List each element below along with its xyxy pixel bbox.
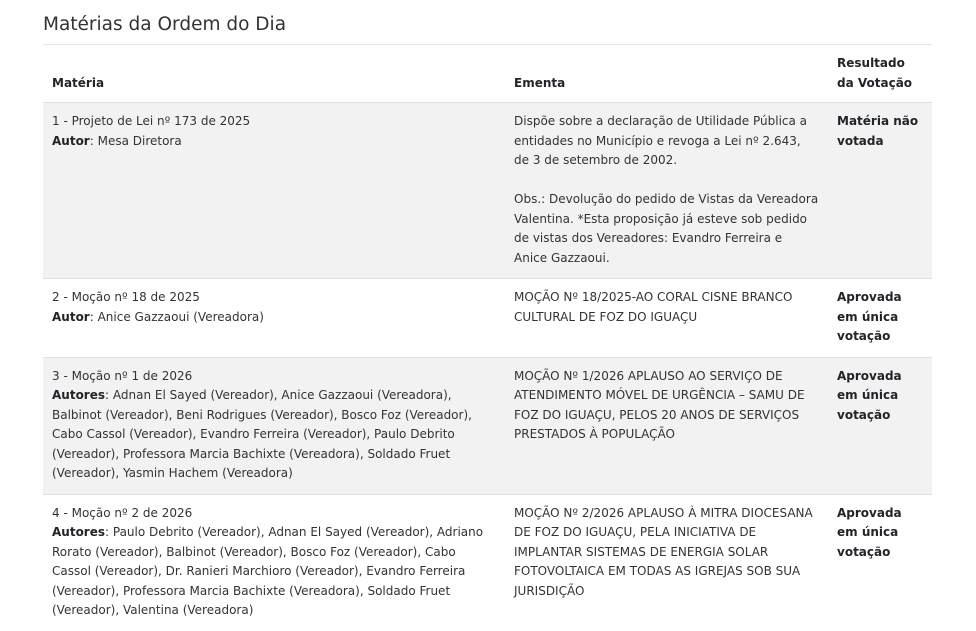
resultado-cell: Matéria não votada [828, 103, 932, 279]
author-label: Autores [52, 525, 106, 539]
ementa-text: MOÇÃO Nº 18/2025-AO CORAL CISNE BRANCO CULTURAL DE FOZ DO IGUAÇU [514, 290, 793, 324]
author-label: Autores [52, 388, 106, 402]
header-ementa: Ementa [505, 46, 828, 103]
materia-cell [43, 103, 505, 279]
author-label: Autor [52, 133, 90, 148]
author-names: : Adnan El Sayed (Vereador), Anice Gazzaoui (Vereadora), Balbinot (Vereador), Beni Rodrigues (Vereador), Bosco Foz (Vereador), Cabo Cassol (Vereador), Evandro Ferreira (Vereador), Paulo Debrito (Vereador), Professora Marcia Bachixte (Vereadora), Soldado Fruet (Vereador), Yasmin Hachem (Vereadora) [52, 388, 472, 480]
ementa-text: MOÇÃO Nº 1/2026 APLAUSO AO SERVIÇO DE ATENDIMENTO MÓVEL DE URGÊNCIA – SAMU DE FOZ DO IGUAÇU, PELOS 20 ANOS DE SERVIÇOS PRESTADOS À POPULAÇÃO [514, 368, 805, 441]
materia-title: 2 - Moção nº 18 de 2025 [52, 290, 200, 304]
materia-authors [52, 132, 496, 152]
title-divider [43, 44, 932, 45]
materia-cell [43, 279, 505, 358]
ementa-cell [505, 494, 828, 631]
author-names: : Paulo Debrito (Vereador), Adnan El Sayed (Vereador), Adriano Rorato (Vereador), Balbinot (Vereador), Bosco Foz (Vereador), Cabo Cassol (Vereador), Dr. Ranieri Marchioro (Vereador), Evandro Ferreira (Vereador), Professora Marcia Bachixte (Vereadora), Soldado Fruet (Vereador), Valentina (Vereadora) [52, 525, 484, 617]
agenda-table [43, 46, 932, 631]
table-row [43, 357, 932, 494]
ementa-cell [505, 357, 828, 494]
author-names: : Anice Gazzaoui (Vereadora) [89, 309, 264, 324]
resultado-cell: Aprovada em única votação [828, 357, 932, 494]
materia-title: 4 - Moção nº 2 de 2026 [52, 505, 193, 520]
header-resultado: Resultado da Votação [828, 46, 932, 103]
author-names: : Mesa Diretora [89, 133, 182, 148]
ementa-text: MOÇÃO Nº 2/2026 APLAUSO À MITRA DIOCESANA DE FOZ DO IGUAÇU, PELA INICIATIVA DE IMPLANTAR SISTEMAS DE ENERGIA SOLAR FOTOVOLTAICA EM TODAS AS IGREJAS SOB SUA JURISDIÇÃO [514, 505, 813, 598]
table-row [43, 279, 932, 358]
author-label: Autor [52, 309, 90, 324]
page-title: Matérias da Ordem do Dia [43, 14, 287, 35]
materia-authors [52, 523, 496, 621]
materia-cell [43, 357, 505, 494]
materia-title: 3 - Moção nº 1 de 2026 [52, 368, 193, 383]
materia-cell [43, 494, 505, 631]
table-row [43, 103, 932, 279]
table-row [43, 494, 932, 631]
ementa-text: Dispõe sobre a declaração de Utilidade Pública a entidades no Município e revoga a Lei nº 2.643, de 3 de setembro de 2002. [514, 114, 808, 167]
table-header-row [43, 46, 932, 103]
ementa-cell [505, 103, 828, 279]
materia-authors [52, 386, 496, 484]
materia-authors [52, 308, 496, 328]
resultado-cell: Aprovada em única votação [828, 494, 932, 631]
materia-title: 1 - Projeto de Lei nº 173 de 2025 [52, 114, 251, 128]
ementa-cell [505, 279, 828, 358]
header-materia: Matéria [43, 46, 505, 103]
resultado-cell: Aprovada em única votação [828, 279, 932, 358]
ementa-obs: Obs.: Devolução do pedido de Vistas da Vereadora Valentina. *Esta proposição já esteve sob pedido de vistas dos Vereadores: Evandro Ferreira e Anice Gazzaoui. [514, 192, 819, 265]
